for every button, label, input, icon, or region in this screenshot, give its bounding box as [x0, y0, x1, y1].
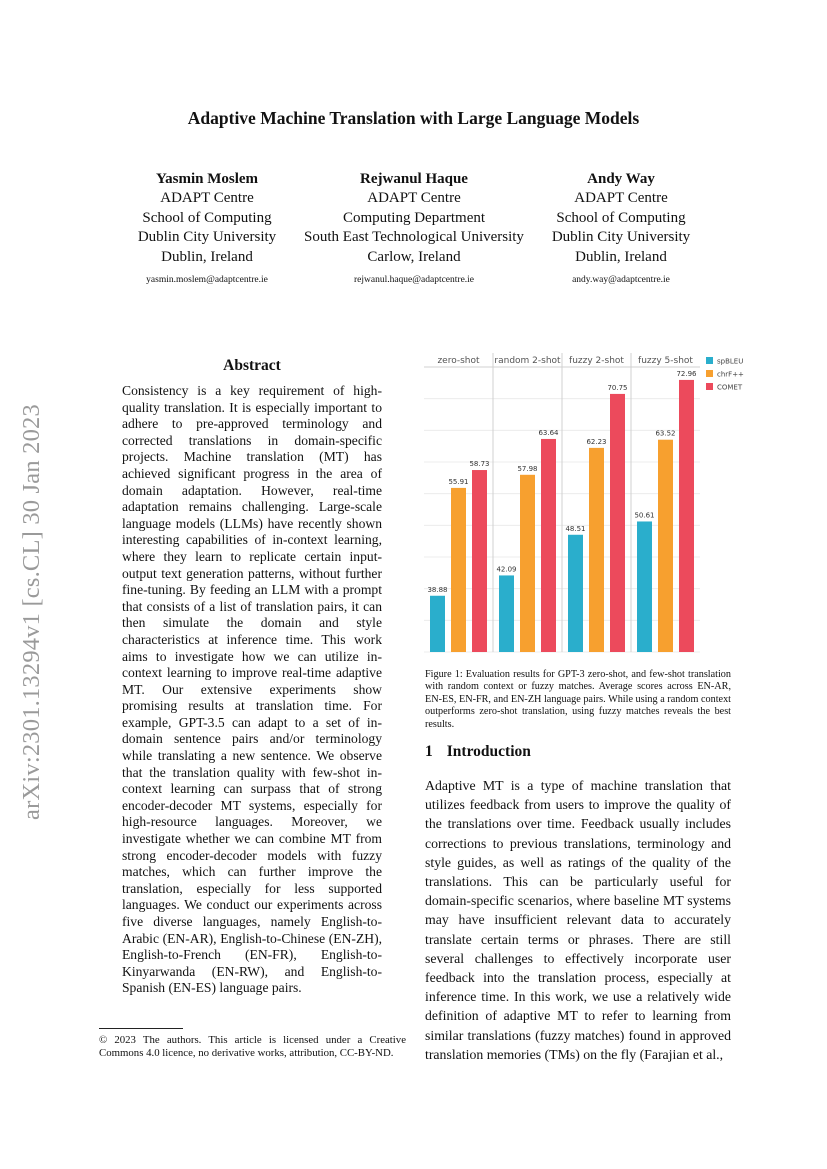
legend-swatch — [706, 370, 713, 377]
author-affiliation: Dublin City University — [137, 229, 277, 246]
bar-value-label: 63.52 — [655, 429, 676, 438]
bar-value-label: 62.23 — [586, 437, 607, 446]
figure-caption: Figure 1: Evaluation results for GPT-3 zero-shot, and few-shot translation with random context or fuzzy matches. Average scores across EN-AR, EN-ES, EN-FR, and EN-ZH language pairs. While using a random context outperforms zero-shot translation, using fuzzy matches reveals the best results. — [425, 669, 731, 730]
bar — [679, 380, 694, 652]
arxiv-identifier-text: arXiv:2301.13294v1 [cs.CL] 30 Jan 2023 — [18, 404, 45, 820]
bar — [610, 394, 625, 652]
arxiv-identifier — [12, 372, 52, 852]
bar — [520, 475, 535, 652]
legend-swatch — [706, 383, 713, 390]
author-email[interactable]: yasmin.moslem@adaptcentre.ie — [146, 275, 268, 286]
bar — [430, 596, 445, 652]
paper-title: Adaptive Machine Translation with Large Language Models — [187, 108, 640, 128]
author-affiliation: School of Computing — [556, 209, 686, 226]
section-heading — [425, 743, 531, 761]
legend-label: COMET — [717, 383, 743, 392]
legend-swatch — [706, 357, 713, 364]
facet-label: fuzzy 5-shot — [638, 356, 693, 366]
bar-value-label: 70.75 — [607, 383, 628, 392]
bar — [499, 575, 514, 652]
author-affiliation: Dublin, Ireland — [575, 248, 667, 265]
legend-label: spBLEU — [717, 357, 744, 366]
bar-value-label: 55.91 — [448, 477, 469, 486]
bar — [541, 439, 556, 652]
bar-value-label: 72.96 — [676, 369, 697, 378]
facet-label: fuzzy 2-shot — [569, 356, 624, 366]
bar — [451, 488, 466, 652]
author-block — [491, 170, 751, 290]
author-affiliation: ADAPT Centre — [367, 190, 461, 207]
bar-value-label: 58.73 — [469, 460, 490, 469]
author-email[interactable]: andy.way@adaptcentre.ie — [572, 275, 670, 286]
facet-label: zero-shot — [437, 356, 480, 366]
bar — [637, 521, 652, 652]
author-affiliation: ADAPT Centre — [574, 190, 668, 207]
results-bar-chart — [422, 349, 757, 664]
bar-value-label: 50.61 — [634, 511, 655, 520]
bar-value-label: 42.09 — [496, 565, 517, 574]
introduction-text: Adaptive MT is a type of machine translation that utilizes feedback from users to improve the quality of the translations over time. Feedback usually includes corrections to previous translations, terminology and style guides, as well as ratings of the quality of the translations. This can be particularly useful for domain-specific scenarios, where baseline MT systems may have insufficient relevant data to accurately translate certain terms or phrases. There are still several challenges to effectively incorporate user feedback into the translation process, especially at inference time. In this work, we use a relatively wide definition of adaptive MT to refer to learning from similar translations (fuzzy matches) found in approved translation memories (TMs) on the fly (Farajian et al., — [425, 778, 731, 1062]
author-affiliation: South East Technological University — [304, 229, 524, 246]
bar-value-label: 57.98 — [517, 464, 538, 473]
footnote: © 2023 The authors. This article is licensed under a Creative Commons 4.0 licence, no derivative works, attribution, CC-BY-ND. — [99, 1034, 406, 1060]
abstract-text: Consistency is a key requirement of high-quality translation. It is especially important to adhere to pre-approved terminology and corrected translations in domain-specific projects. Machine translation (MT) has achieved significant progress in the area of domain adaptation. However, real-time adaptation remains challenging. Large-scale language models (LLMs) have recently shown interesting capabilities of in-context learning, where they learn to replicate certain input-output text generation patterns, without further fine-tuning. By feeding an LLM with a prompt that consists of a list of translation pairs, it can then simulate the domain and style characteristics at inference time. This work aims to investigate how we can utilize in-context learning to improve real-time adaptive MT. Our extensive experiments show promising results at translation time. For example, GPT-3.5 can adapt to a set of in-domain sentence pairs and/or terminology while translating a new sentence. We observe that the translation quality with few-shot in-context learning can surpass that of strong encoder-decoder MT systems, especially for high-resource languages. Moreover, we investigate whether we can combine MT from strong encoder-decoder models with fuzzy matches, which can further improve the translation, especially for less supported languages. We conduct our experiments across five diverse languages, namely English-to-Arabic (EN-AR), English-to-Chinese (EN-ZH), English-to-French (EN-FR), English-to-Kinyarwanda (EN-RW), and English-to-Spanish (EN-ES) language pairs. — [122, 383, 382, 996]
author-affiliation: Computing Department — [342, 209, 486, 226]
bar — [568, 535, 583, 652]
section-number: 1 — [425, 743, 433, 760]
author-affiliation: Dublin City University — [551, 229, 691, 246]
bar — [472, 470, 487, 652]
author-affiliation: Dublin, Ireland — [161, 248, 253, 265]
facet-label: random 2-shot — [494, 356, 561, 366]
section-title: Introduction — [446, 743, 531, 760]
figure-1 — [422, 349, 757, 664]
bar — [589, 448, 604, 652]
author-affiliation: School of Computing — [142, 209, 272, 226]
author-email[interactable]: rejwanul.haque@adaptcentre.ie — [353, 275, 475, 286]
bar-value-label: 38.88 — [427, 585, 448, 594]
bar-value-label: 48.51 — [565, 524, 586, 533]
author-affiliation: ADAPT Centre — [160, 190, 254, 207]
abstract-heading: Abstract — [223, 357, 281, 374]
bar-value-label: 63.64 — [538, 428, 559, 437]
author-name: Rejwanul Haque — [360, 171, 468, 187]
author-name: Yasmin Moslem — [155, 171, 259, 187]
author-name: Andy Way — [587, 171, 655, 187]
author-affiliation: Carlow, Ireland — [367, 248, 461, 265]
bar — [658, 440, 673, 652]
legend-label: chrF++ — [717, 370, 744, 379]
footnote-rule — [99, 1028, 183, 1029]
